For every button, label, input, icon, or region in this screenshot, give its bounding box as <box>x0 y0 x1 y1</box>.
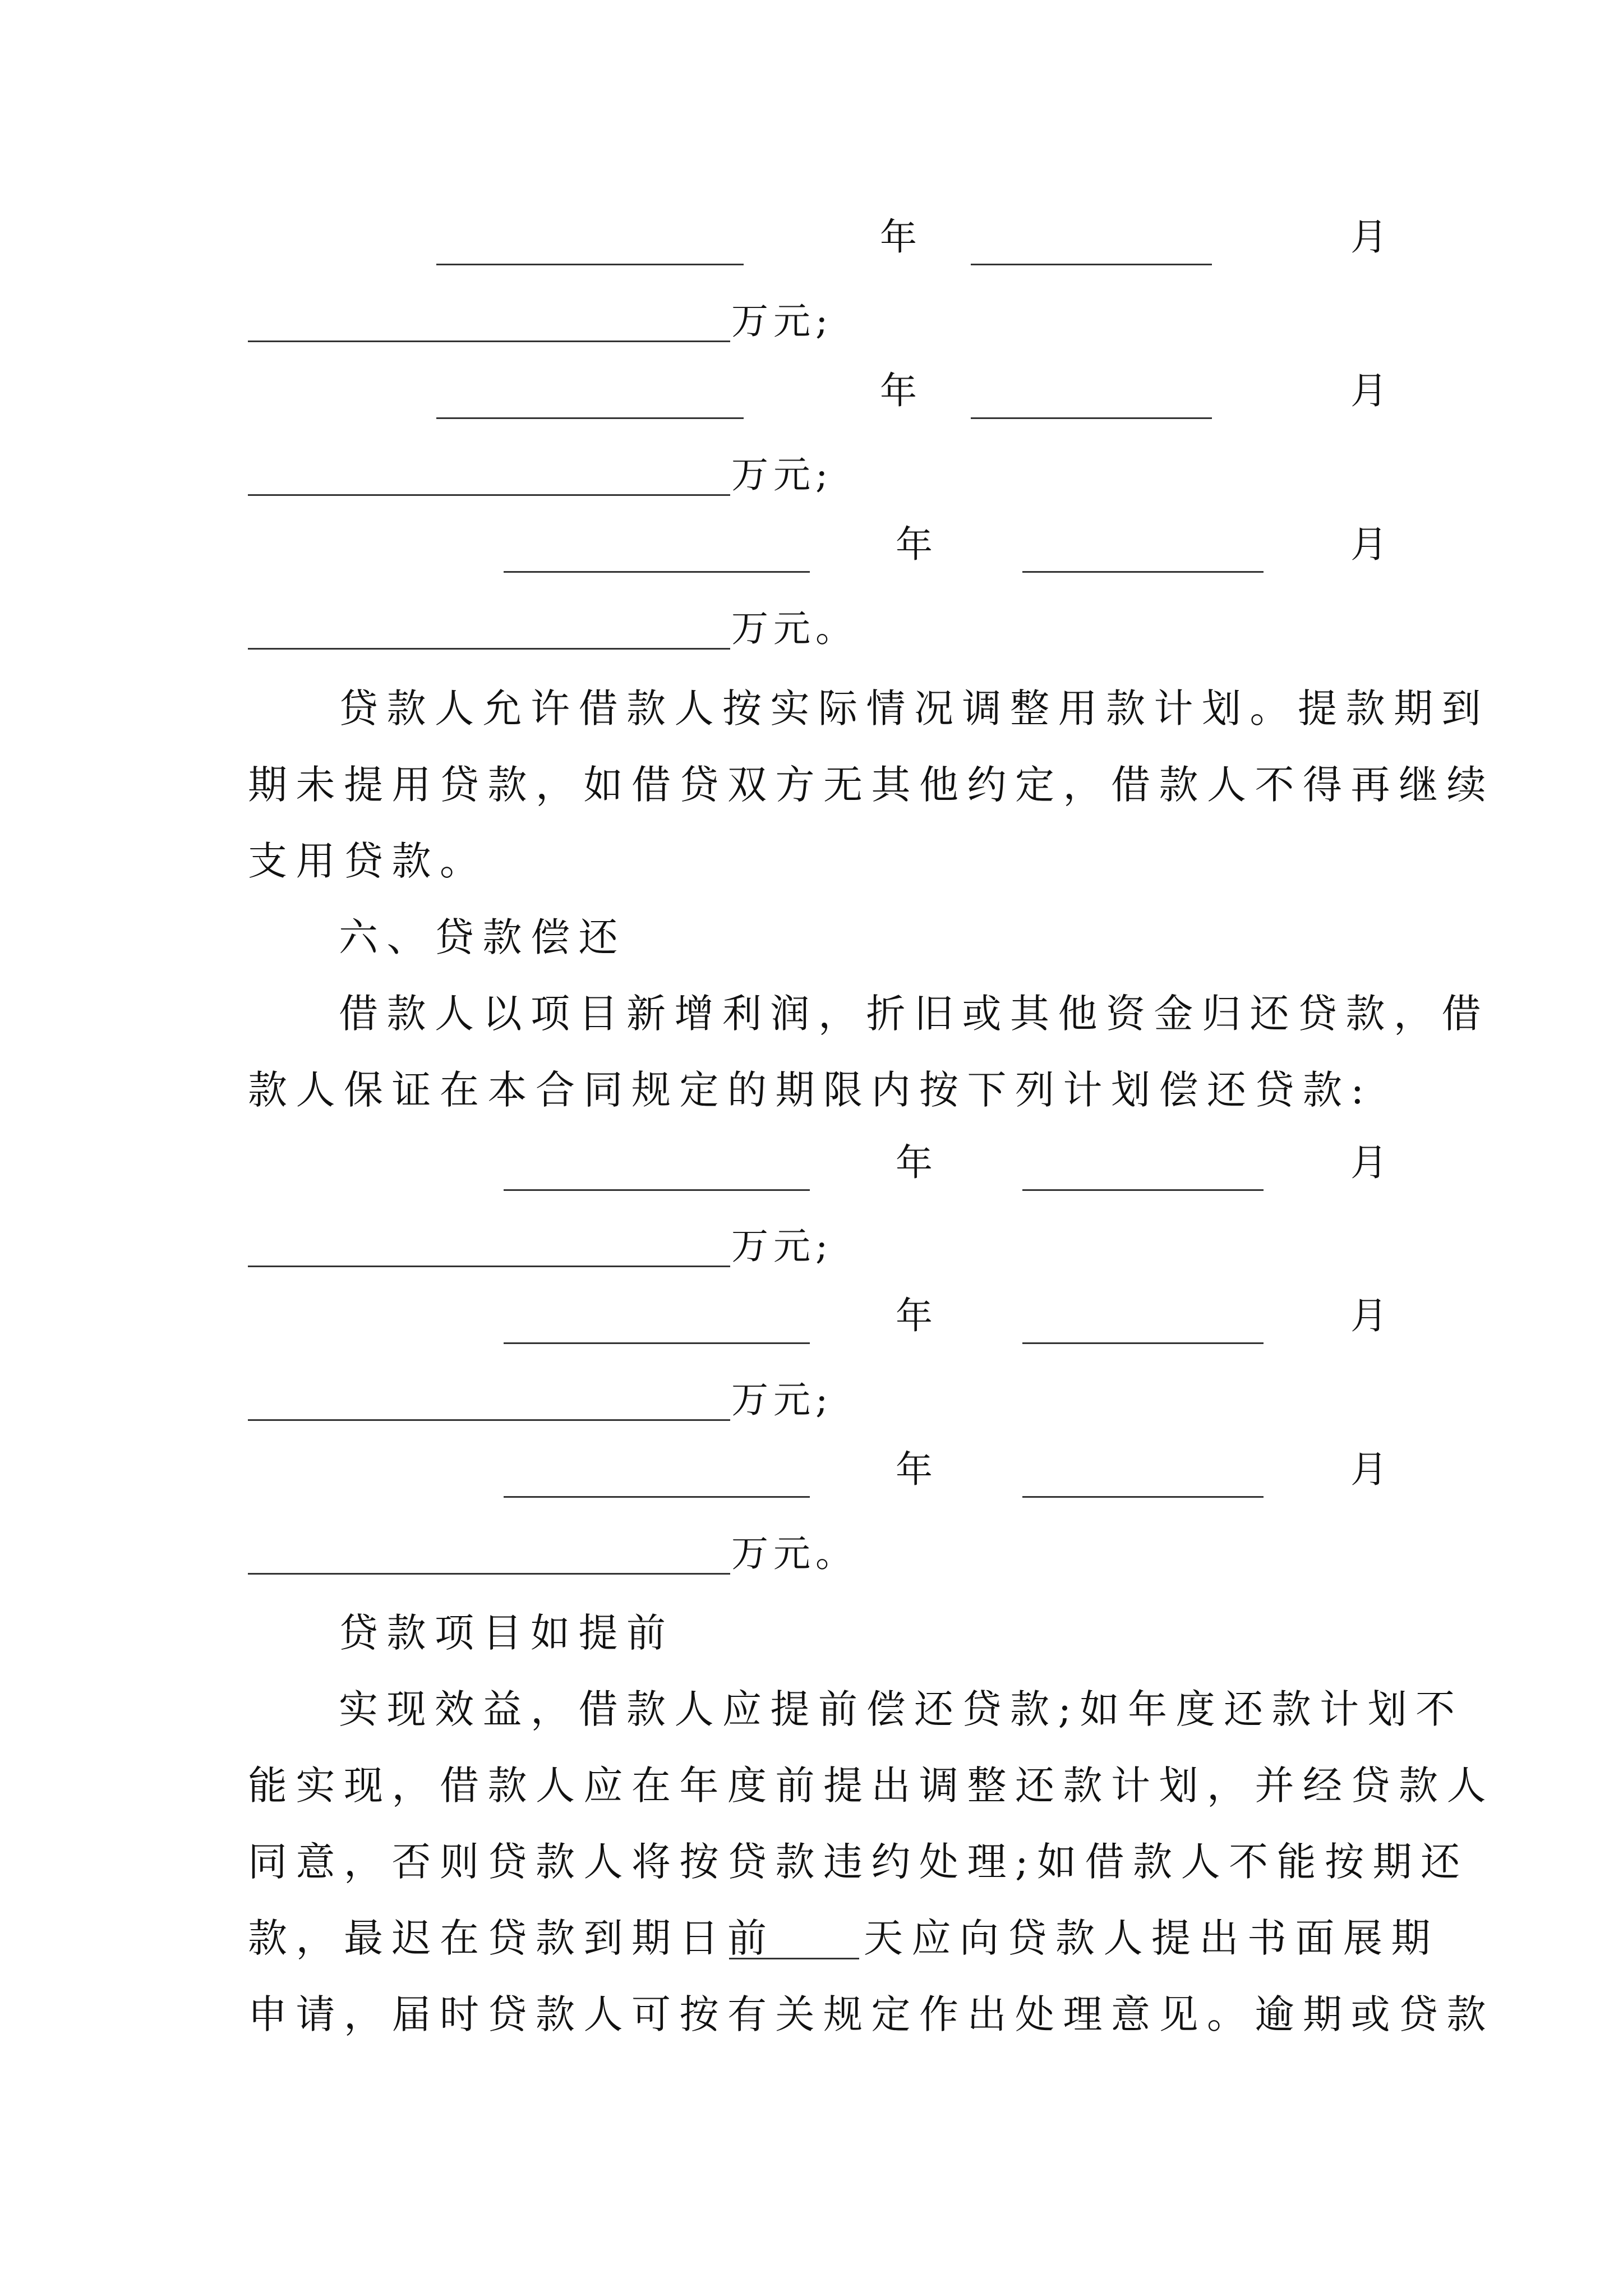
paragraph-line: 支用贷款。 <box>248 838 488 884</box>
month-label: 月 <box>1350 369 1393 412</box>
amount-label: 万元。 <box>731 1532 857 1575</box>
year-blank[interactable] <box>436 417 744 419</box>
amount-label: 万元; <box>731 1378 833 1421</box>
month-blank[interactable] <box>1022 571 1264 573</box>
paragraph-line: 贷款项目如提前 <box>339 1610 675 1656</box>
year-blank[interactable] <box>504 1496 810 1498</box>
amount-blank[interactable] <box>248 1573 730 1575</box>
paragraph-line: 款，最迟在贷款到期日前 <box>248 1915 776 1961</box>
section-heading: 六、贷款偿还 <box>339 914 626 960</box>
year-label: 年 <box>880 369 922 412</box>
amount-label: 万元; <box>731 1225 833 1268</box>
days-blank[interactable] <box>729 1958 859 1959</box>
month-label: 月 <box>1350 1294 1393 1337</box>
year-label: 年 <box>896 1141 938 1184</box>
year-label: 年 <box>896 523 938 566</box>
amount-label: 万元。 <box>731 607 857 650</box>
amount-blank[interactable] <box>248 1266 730 1267</box>
year-blank[interactable] <box>504 1189 810 1191</box>
month-label: 月 <box>1350 1141 1393 1184</box>
month-label: 月 <box>1350 215 1393 259</box>
amount-label: 万元; <box>731 453 833 496</box>
paragraph-line: 天应向贷款人提出书面展期 <box>864 1915 1439 1961</box>
paragraph-line: 申请，届时贷款人可按有关规定作出处理意见。逾期或贷款 <box>248 1991 1495 2037</box>
amount-label: 万元; <box>731 300 833 343</box>
year-blank[interactable] <box>504 571 810 573</box>
month-blank[interactable] <box>1022 1189 1264 1191</box>
month-blank[interactable] <box>1022 1496 1264 1498</box>
amount-blank[interactable] <box>248 648 730 650</box>
month-blank[interactable] <box>971 264 1212 265</box>
paragraph-line: 实现效益，借款人应提前偿还贷款;如年度还款计划不 <box>339 1686 1464 1732</box>
paragraph-line: 借款人以项目新增利润，折旧或其他资金归还贷款，借 <box>339 991 1490 1037</box>
year-blank[interactable] <box>504 1342 810 1344</box>
year-blank[interactable] <box>436 264 744 265</box>
paragraph-line: 同意，否则贷款人将按贷款违约处理;如借款人不能按期还 <box>248 1839 1469 1885</box>
paragraph-line: 贷款人允许借款人按实际情况调整用款计划。提款期到 <box>339 685 1490 731</box>
month-label: 月 <box>1350 1448 1393 1491</box>
year-label: 年 <box>880 215 922 259</box>
year-label: 年 <box>896 1294 938 1337</box>
year-label: 年 <box>896 1448 938 1491</box>
amount-blank[interactable] <box>248 494 730 496</box>
paragraph-line: 能实现，借款人应在年度前提出调整还款计划，并经贷款人 <box>248 1763 1495 1809</box>
amount-blank[interactable] <box>248 341 730 342</box>
month-blank[interactable] <box>1022 1342 1264 1344</box>
paragraph-line: 款人保证在本合同规定的期限内按下列计划偿还贷款: <box>248 1067 1373 1113</box>
month-blank[interactable] <box>971 417 1212 419</box>
month-label: 月 <box>1350 523 1393 566</box>
paragraph-line: 期未提用贷款，如借贷双方无其他约定，借款人不得再继续 <box>248 762 1495 808</box>
amount-blank[interactable] <box>248 1419 730 1421</box>
